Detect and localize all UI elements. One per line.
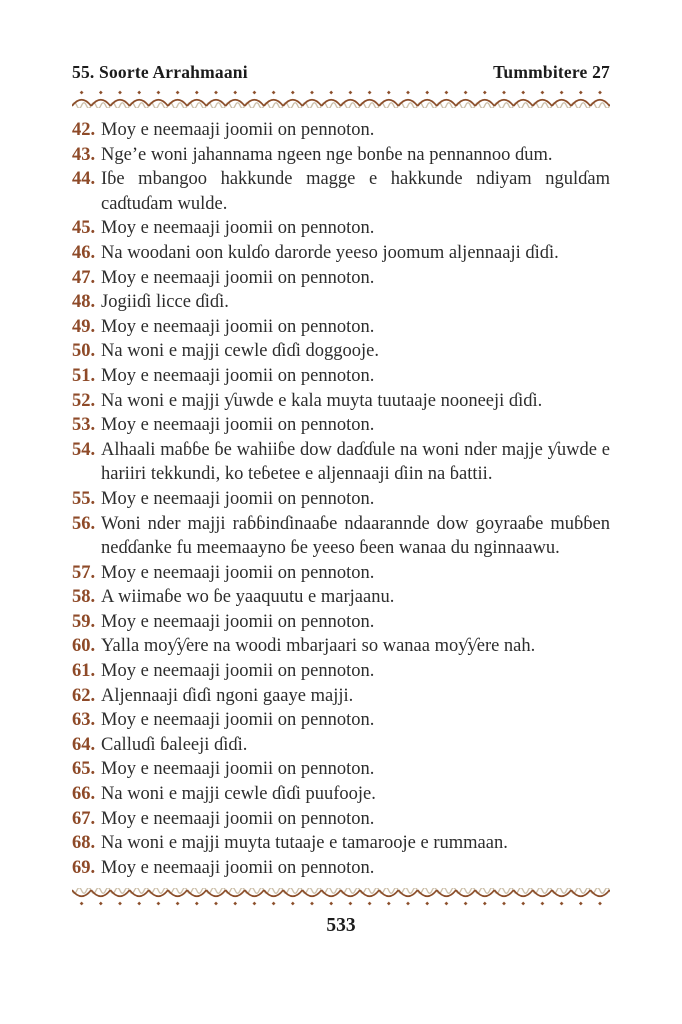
verse-text: Iɓe mbangoo hakkunde magge e hakkunde ndiyam ngulɗam caɗtuɗam wulde. — [101, 169, 610, 214]
verse-row — [72, 241, 610, 266]
verse-row — [72, 757, 610, 782]
verse-number: 43. — [72, 144, 96, 165]
verse-text: Moy e neemaaji joomii on pennoton. — [101, 415, 375, 436]
verse-number: 45. — [72, 218, 96, 239]
verse-row — [72, 167, 610, 216]
verse-number: 69. — [72, 857, 96, 878]
verse-text: Woni nder majji raɓɓinɗinaaɓe ndaarannde dow goyraaɓe muɓɓen neɗɗanke fu meemaayno ɓe yeeso ɓeen wanaa du nginnaawu. — [101, 513, 610, 559]
verse-text: Na woni e majji cewle ɗiɗi puufooje. — [101, 784, 376, 805]
verse-text: Moy e neemaaji joomii on pennoton. — [101, 808, 375, 829]
verse-row — [72, 389, 610, 414]
verse-number: 54. — [72, 439, 96, 460]
verse-text: Na woni e majji ƴuwde e kala muyta tuutaaje nooneeji ɗiɗi. — [101, 390, 543, 411]
verse-list — [72, 118, 610, 880]
verse-number: 61. — [72, 661, 96, 682]
juz-label: Tummbitere 27 — [493, 62, 610, 82]
verse-text: Moy e neemaaji joomii on pennoton. — [101, 759, 375, 780]
verse-row — [72, 266, 610, 291]
verse-row — [72, 708, 610, 733]
verse-number: 66. — [72, 784, 96, 805]
verse-number: 52. — [72, 390, 96, 411]
verse-number: 48. — [72, 292, 96, 313]
surah-title: 55. Soorte Arrahmaani — [72, 62, 248, 82]
verse-text: Na woni e majji muyta tutaaje e tamarooje e rummaan. — [101, 833, 508, 854]
verse-text: Moy e neemaaji joomii on pennoton. — [101, 218, 375, 239]
verse-text: Moy e neemaaji joomii on pennoton. — [101, 316, 375, 337]
verse-number: 46. — [72, 242, 96, 263]
verse-text: Moy e neemaaji joomii on pennoton. — [101, 488, 375, 509]
verse-number: 49. — [72, 316, 96, 337]
verse-number: 67. — [72, 808, 96, 829]
verse-row — [72, 782, 610, 807]
verse-number: 50. — [72, 341, 96, 362]
verse-text: A wiimaɓe wo ɓe yaaquutu e marjaanu. — [101, 587, 395, 608]
verse-number: 58. — [72, 587, 96, 608]
verse-row — [72, 216, 610, 241]
verse-text: Moy e neemaaji joomii on pennoton. — [101, 120, 375, 140]
verse-number: 51. — [72, 365, 96, 386]
verse-number: 44. — [72, 169, 96, 190]
verse-number: 57. — [72, 562, 96, 583]
verse-number: 60. — [72, 636, 96, 657]
verse-row — [72, 512, 610, 561]
verse-text: Aljennaaji ɗiɗi ngoni gaaye majji. — [101, 685, 354, 706]
verse-text: Alhaali maɓɓe ɓe wahiiɓe dow daɗɗule na woni nder majje ƴuwde e hariiri tekkundi, ko teɓetee e aljennaaji ɗiin na ɓattii. — [101, 439, 610, 485]
verse-row — [72, 831, 610, 856]
verse-row — [72, 413, 610, 438]
verse-row — [72, 610, 610, 635]
verse-text: Moy e neemaaji joomii on pennoton. — [101, 611, 375, 632]
verse-row — [72, 290, 610, 315]
verse-row — [72, 684, 610, 709]
verse-number: 47. — [72, 267, 96, 288]
verse-row — [72, 364, 610, 389]
verse-row — [72, 118, 610, 143]
verse-text: Moy e neemaaji joomii on pennoton. — [101, 857, 375, 878]
verse-row — [72, 733, 610, 758]
verse-text: Moy e neemaaji joomii on pennoton. — [101, 267, 375, 288]
verse-row — [72, 856, 610, 881]
page-header — [72, 62, 610, 83]
verse-number: 59. — [72, 611, 96, 632]
verse-row — [72, 585, 610, 610]
verse-number: 62. — [72, 685, 96, 706]
verse-row — [72, 143, 610, 168]
verse-text: Nge’e woni jahannama ngeen nge bonɓe na pennannoo ɗum. — [101, 144, 553, 165]
verse-row — [72, 561, 610, 586]
verse-number: 64. — [72, 734, 96, 755]
verse-number: 42. — [72, 120, 96, 140]
verse-number: 63. — [72, 710, 96, 731]
verse-text: Moy e neemaaji joomii on pennoton. — [101, 710, 375, 731]
ornament-border-top — [72, 90, 610, 108]
verse-number: 68. — [72, 833, 96, 854]
verse-row — [72, 339, 610, 364]
verse-row — [72, 315, 610, 340]
verse-text: Moy e neemaaji joomii on pennoton. — [101, 661, 375, 682]
verse-text: Moy e neemaaji joomii on pennoton. — [101, 365, 375, 386]
verse-number: 55. — [72, 488, 96, 509]
verse-number: 56. — [72, 513, 96, 534]
ornament-border-bottom — [72, 888, 610, 906]
verse-row — [72, 438, 610, 487]
verse-text: Moy e neemaaji joomii on pennoton. — [101, 562, 375, 583]
page-number: 533 — [326, 915, 356, 937]
verse-row — [72, 807, 610, 832]
verse-text: Na woodani oon kulɗo darorde yeeso joomum aljennaaji ɗiɗi. — [101, 242, 559, 263]
verse-row — [72, 659, 610, 684]
verse-text: Calluɗi ɓaleeji ɗiɗi. — [101, 734, 248, 755]
verse-row — [72, 487, 610, 512]
verse-text: Na woni e majji cewle ɗiɗi doggooje. — [101, 341, 379, 362]
verse-row — [72, 634, 610, 659]
verse-text: Jogiiɗi licce ɗiɗi. — [101, 292, 229, 313]
verse-number: 53. — [72, 415, 96, 436]
verse-text: Yalla moƴƴere na woodi mbarjaari so wanaa moƴƴere nah. — [101, 636, 536, 657]
verse-number: 65. — [72, 759, 96, 780]
